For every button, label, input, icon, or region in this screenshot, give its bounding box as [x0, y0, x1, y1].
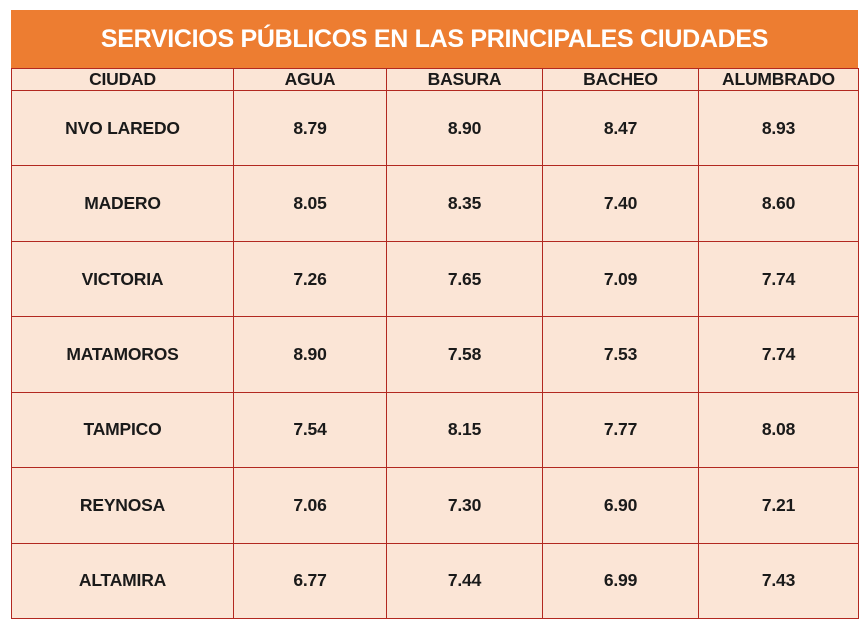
table-row: [12, 317, 859, 392]
value-cell: 7.21: [699, 468, 859, 543]
header-row: [12, 69, 859, 91]
value-cell: 8.35: [387, 166, 543, 241]
city-cell: ALTAMIRA: [12, 543, 234, 618]
value-cell: 7.43: [699, 543, 859, 618]
value-cell: 6.99: [543, 543, 699, 618]
table-row: [12, 392, 859, 467]
value-cell: 8.05: [234, 166, 387, 241]
page-title: SERVICIOS PÚBLICOS EN LAS PRINCIPALES CIUDADES: [100, 24, 769, 53]
value-cell: 7.44: [387, 543, 543, 618]
table-row: [12, 543, 859, 618]
value-cell: 7.54: [234, 392, 387, 467]
city-cell: TAMPICO: [12, 392, 234, 467]
services-table: [11, 68, 859, 619]
city-cell: REYNOSA: [12, 468, 234, 543]
value-cell: 7.30: [387, 468, 543, 543]
value-cell: 8.60: [699, 166, 859, 241]
value-cell: 7.58: [387, 317, 543, 392]
value-cell: 8.90: [234, 317, 387, 392]
value-cell: 7.74: [699, 317, 859, 392]
value-cell: 7.53: [543, 317, 699, 392]
table-row: [12, 468, 859, 543]
city-cell: MADERO: [12, 166, 234, 241]
column-header-basura: BASURA: [387, 69, 543, 91]
value-cell: 8.47: [543, 91, 699, 166]
value-cell: 7.65: [387, 241, 543, 316]
table-row: [12, 91, 859, 166]
value-cell: 7.26: [234, 241, 387, 316]
value-cell: 6.77: [234, 543, 387, 618]
value-cell: 7.40: [543, 166, 699, 241]
city-cell: MATAMOROS: [12, 317, 234, 392]
value-cell: 7.77: [543, 392, 699, 467]
table-row: [12, 241, 859, 316]
value-cell: 6.90: [543, 468, 699, 543]
city-cell: VICTORIA: [12, 241, 234, 316]
city-cell: NVO LAREDO: [12, 91, 234, 166]
column-header-alumbrado: ALUMBRADO: [699, 69, 859, 91]
value-cell: 7.74: [699, 241, 859, 316]
column-header-ciudad: CIUDAD: [12, 69, 234, 91]
value-cell: 8.93: [699, 91, 859, 166]
value-cell: 8.90: [387, 91, 543, 166]
column-header-bacheo: BACHEO: [543, 69, 699, 91]
value-cell: 8.08: [699, 392, 859, 467]
value-cell: 8.79: [234, 91, 387, 166]
table-row: [12, 166, 859, 241]
value-cell: 7.06: [234, 468, 387, 543]
value-cell: 8.15: [387, 392, 543, 467]
value-cell: 7.09: [543, 241, 699, 316]
title-bar: [11, 10, 858, 68]
column-header-agua: AGUA: [234, 69, 387, 91]
